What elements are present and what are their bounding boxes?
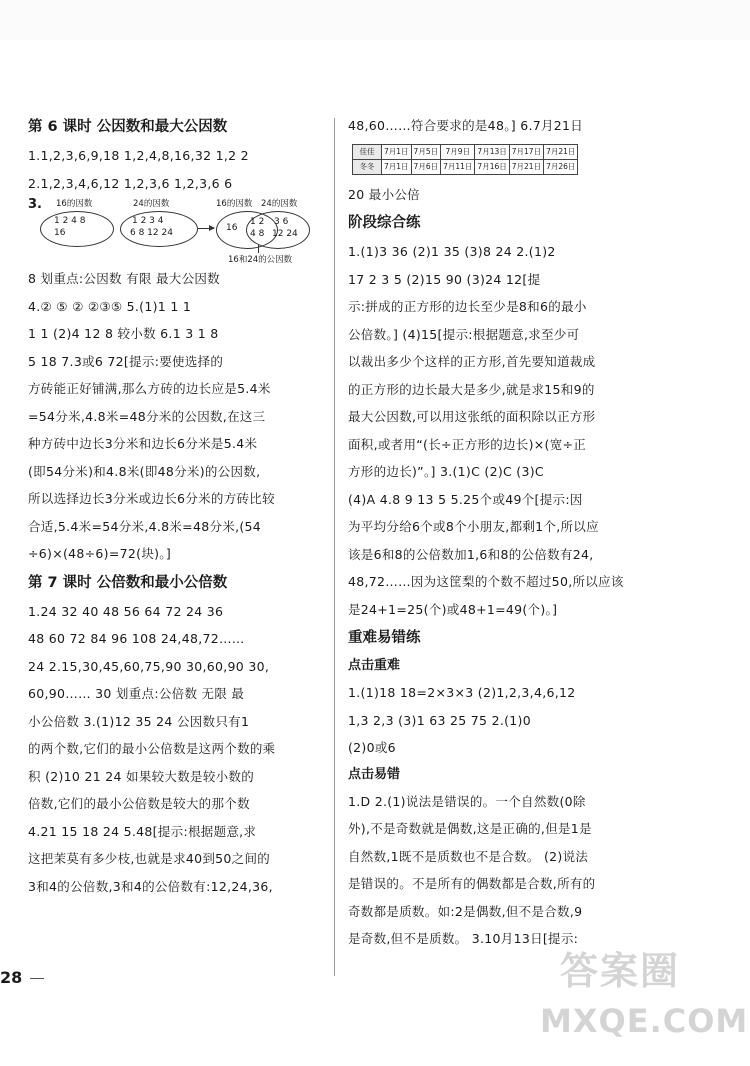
answer-line: 1.24 32 40 48 56 64 72 24 36 xyxy=(28,603,224,619)
subsection-title-common-errors: 点击易错 xyxy=(348,766,401,782)
venn-caption: 16和24的公因数 xyxy=(228,255,293,265)
factor-venn-diagram xyxy=(28,197,328,265)
answer-line: 积 (2)10 21 24 如果较大数是较小数的 xyxy=(28,768,255,784)
answer-line: 1,3 2,3 (3)1 63 25 75 2.(1)0 xyxy=(348,712,531,728)
page-number: 28 xyxy=(0,968,23,987)
venn-values: 1 2 4 8 xyxy=(54,216,86,226)
table-cell: 7月5日 xyxy=(411,144,441,159)
answer-line: (4)A 4.8 9 13 5 5.25个或49个[提示:因 xyxy=(348,491,583,507)
answer-line: 17 2 3 5 (2)15 90 (3)24 12[提 xyxy=(348,271,541,287)
answer-line: 示:拼成的正方形的边长至少是8和6的最小 xyxy=(348,299,587,314)
answer-line: 60,90…… 30 划重点:公倍数 无限 最 xyxy=(28,686,245,701)
table-row-head: 冬冬 xyxy=(353,159,382,174)
answer-line: 方砖能正好铺满,那么方砖的边长应是5.4米 xyxy=(28,381,271,396)
question-number: 3. xyxy=(28,197,42,212)
table-cell: 7月16日 xyxy=(475,159,509,174)
answer-line: 1.(1)18 18=2×3×3 (2)1,2,3,4,6,12 xyxy=(348,685,576,700)
answer-line: 面积,或者用“(长÷正方形的边长)×(宽÷正 xyxy=(348,436,587,452)
table-row xyxy=(353,144,578,159)
page-number-rule xyxy=(30,978,44,979)
answer-line: 的正方形的边长最大是多少,就是求15和9的 xyxy=(348,381,595,397)
table-cell: 7月1日 xyxy=(382,159,412,174)
table-cell: 7月9日 xyxy=(441,144,475,159)
answer-line: 公倍数。] (4)15[提示:根据题意,求至少可 xyxy=(348,326,580,342)
answer-line: 的两个数,它们的最小公倍数是这两个数的乘 xyxy=(28,741,276,756)
venn-values: 1 2 3 4 xyxy=(132,216,164,226)
answer-line: 这把茉莫有多少枝,也就是求40到50之间的 xyxy=(28,851,271,866)
watermark-url: MXQE.COM xyxy=(540,1002,749,1040)
watermark-text: 答案圈 xyxy=(560,949,681,993)
date-table xyxy=(352,144,578,175)
top-margin-band xyxy=(0,0,750,40)
answer-line: 1.1,2,3,6,9,18 1,2,4,8,16,32 1,2 2 xyxy=(28,148,249,163)
answer-line: ÷6)×(48÷6)=72(块)。] xyxy=(28,546,172,561)
table-cell: 7月21日 xyxy=(509,159,543,174)
answer-line: 所以选择边长3分米或边长6分米的方砖比较 xyxy=(28,491,275,506)
answer-line: 该是6和8的公倍数加1,6和8的公倍数有24, xyxy=(348,546,594,562)
answer-line: 倍数,它们的最小公倍数是较大的那个数 xyxy=(28,796,250,811)
answer-line: 以裁出多少个这样的正方形,首先要知道裁成 xyxy=(348,354,596,369)
table-cell: 7月26日 xyxy=(544,159,578,174)
venn-caption: 24的因数 xyxy=(133,199,170,209)
answer-line: 4.② ⑤ ② ②③⑤ 5.(1)1 1 1 xyxy=(28,298,192,314)
answer-line: 4.21 15 18 24 5.48[提示:根据题意,求 xyxy=(28,823,257,839)
answer-line: 是奇数,但不是质数。 3.10月13日[提示: xyxy=(348,931,579,946)
answer-line: 2.1,2,3,4,6,12 1,2,3,6 1,2,3,6 6 xyxy=(28,175,233,191)
answer-line: 种方砖中边长3分米和边长6分米是5.4米 xyxy=(28,436,258,451)
table-row xyxy=(353,159,578,174)
venn-values: 3 6 xyxy=(274,217,289,227)
answer-line: 是错误的。不是所有的偶数都是合数,所有的 xyxy=(348,876,596,891)
answer-line: 8 划重点:公因数 有限 最大公因数 xyxy=(28,271,220,286)
answer-line: 1.(1)3 36 (2)1 35 (3)8 24 2.(1)2 xyxy=(348,244,556,259)
table-cell: 7月6日 xyxy=(411,159,441,174)
venn-caption: 16的因数 xyxy=(216,199,253,209)
answer-line: 24 2.15,30,45,60,75,90 30,60,90 30, xyxy=(28,658,270,674)
answer-line: 20 最小公倍 xyxy=(348,186,420,202)
arrow-icon xyxy=(198,228,214,229)
table-cell: 7月11日 xyxy=(441,159,475,174)
table-row-head: 佳佳 xyxy=(353,144,382,159)
table-cell: 7月17日 xyxy=(509,144,543,159)
watermark-logo xyxy=(540,940,749,1060)
answer-line: 最大公因数,可以用这张纸的面积除以正方形 xyxy=(348,409,596,424)
venn-values: 16 xyxy=(54,228,66,238)
venn-values: 16 xyxy=(226,223,238,233)
answer-line: 奇数都是质数。如:2是偶数,但不是合数,9 xyxy=(348,903,583,919)
answer-line: =54分米,4.8米=48分米的公因数,在这三 xyxy=(28,408,266,424)
venn-caption: 16的因数 xyxy=(56,199,93,209)
subsection-title-key-points: 点击重难 xyxy=(348,658,401,673)
left-column xyxy=(28,112,328,900)
venn-caption: 24的因数 xyxy=(261,199,298,209)
answer-line: 是24+1=25(个)或48+1=49(个)。] xyxy=(348,601,558,617)
table-cell: 7月21日 xyxy=(544,144,578,159)
answer-line: 48,60……符合要求的是48。] 6.7月21日 xyxy=(348,118,584,133)
answer-line: 为平均分给6个或8个小朋友,都剩1个,所以应 xyxy=(348,519,599,534)
lesson-7-title: 第 7 课时 公倍数和最小公倍数 xyxy=(28,574,228,591)
answer-line: 48,72……因为这筐梨的个数不超过50,所以应该 xyxy=(348,574,624,589)
venn-values: 12 24 xyxy=(272,229,298,239)
answer-line: 合适,5.4米=54分米,4.8米=48分米,(54 xyxy=(28,518,262,534)
answer-line: 外),不是奇数就是偶数,这是正确的,但是1是 xyxy=(348,821,592,836)
answer-line: 1 1 (2)4 12 8 较小数 6.1 3 1 8 xyxy=(28,326,219,341)
venn-values: 1 2 xyxy=(250,217,265,227)
answer-line: (2)0或6 xyxy=(348,740,396,755)
venn-values: 6 8 12 24 xyxy=(130,228,173,238)
answer-line: 自然数,1既不是质数也不是合数。 (2)说法 xyxy=(348,848,589,864)
section-title-stage-practice: 阶段综合练 xyxy=(348,215,421,231)
answer-line: 1.D 2.(1)说法是错误的。一个自然数(0除 xyxy=(348,793,586,809)
table-cell: 7月1日 xyxy=(382,144,412,159)
section-title-difficult-practice: 重难易错练 xyxy=(348,630,421,646)
answer-line: 小公倍数 3.(1)12 35 24 公因数只有1 xyxy=(28,713,250,729)
answer-line: 48 60 72 84 96 108 24,48,72…… xyxy=(28,631,245,646)
pointer-line xyxy=(258,245,259,253)
answer-line: 3和4的公倍数,3和4的公倍数有:12,24,36, xyxy=(28,878,273,894)
table-cell: 7月13日 xyxy=(475,144,509,159)
lesson-6-title: 第 6 课时 公因数和最大公因数 xyxy=(28,119,228,135)
column-divider xyxy=(334,118,335,976)
right-column xyxy=(348,112,728,953)
answer-line: 方形的边长)”。] 3.(1)C (2)C (3)C xyxy=(348,464,544,479)
answer-line: 5 18 7.3或6 72[提示:要使选择的 xyxy=(28,353,224,369)
venn-values: 4 8 xyxy=(250,229,265,239)
answer-line: (即54分米)和4.8米(即48分米)的公因数, xyxy=(28,463,261,479)
